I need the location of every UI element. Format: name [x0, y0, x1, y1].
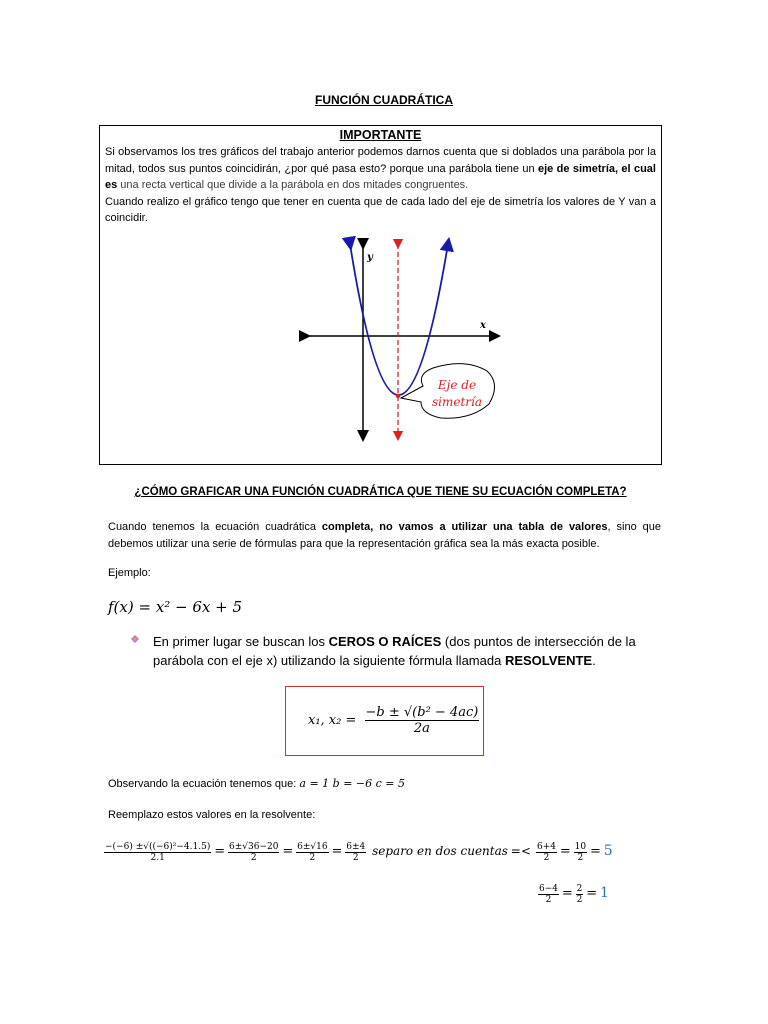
r2-mid-den: 2 [576, 895, 583, 905]
calc-frac-3-den: 2 [309, 853, 316, 863]
calc-frac-2 [228, 842, 279, 863]
calc-frac-1 [104, 842, 211, 863]
formula-fraction [365, 705, 480, 736]
r2-mid-num: 2 [576, 884, 583, 894]
p1-text-a: Si observamos los tres gráficos del trabajo anterior podemos darnos cuenta que si doblados una parábola por la mitad, todos sus puntos coincidirán, ¿por qué pasa esto? porque una parábola tiene un [105, 146, 656, 175]
calc-frac-2-num: 6±√36−20 [228, 842, 279, 852]
callout-text-2: simetría [431, 395, 483, 409]
formula-denominator: 2a [413, 721, 430, 736]
bullet-text-b: (dos puntos de intersección de la parábola con el eje x) utilizando la siguiente fórmula llamada [153, 634, 636, 668]
p1-text-b: , el cual es [105, 162, 656, 191]
formula-lhs: x₁, x₂ = [308, 713, 357, 728]
eq-sign-3: = [331, 844, 343, 859]
callout-text-1: Eje de [437, 378, 477, 392]
coefficients: a = 1 b = −6 c = 5 [299, 777, 406, 790]
root-2: 1 [600, 885, 609, 901]
r1-frac-den: 2 [543, 853, 550, 863]
calc-frac-1-den: 2.1 [150, 853, 165, 863]
r1-mid-frac [574, 842, 587, 863]
formula-numerator: −b ± √(b² − 4ac) [365, 705, 479, 720]
r2-eq-1: = [561, 886, 573, 901]
calc-frac-1-num: −(−6) ±√((−6)²−4.1.5) [105, 842, 211, 852]
calc-frac-4-num: 6±4 [346, 842, 366, 852]
bullet-bold-2: RESOLVENTE [504, 653, 593, 668]
r1-mid-num: 10 [574, 842, 587, 852]
p1-bold: eje de simetría [537, 162, 616, 175]
intro-paragraph [108, 519, 661, 553]
intro-text-b: , sino que debemos utilizar una serie de fórmulas para que la representación gráfica sea la más exacta posible. [108, 521, 662, 550]
x-axis-label: x [480, 320, 486, 331]
example-label: Ejemplo: [108, 567, 151, 579]
important-paragraph-1 [105, 144, 656, 194]
r1-eq-2: = [589, 844, 601, 859]
r2-eq-2: = [586, 886, 598, 901]
calc-result-1 [536, 842, 613, 863]
calc-frac-4 [345, 842, 366, 863]
r1-frac-num: 6+4 [537, 842, 556, 852]
root-1: 5 [603, 843, 613, 859]
eq-sign-2: = [282, 844, 294, 859]
split-sign: =< [510, 844, 531, 858]
p1-text-c: una recta vertical que divide a la parábola en dos mitades congruentes. [120, 179, 469, 191]
calc-frac-2-den: 2 [250, 853, 257, 863]
bullet-icon [130, 634, 140, 644]
eq-sign-1: = [214, 844, 226, 859]
calc-row-1 [104, 842, 531, 863]
function-expression: f(x) = x² − 6x + 5 [108, 598, 243, 616]
intro-text-a: Cuando tenemos la ecuación cuadrática [108, 521, 322, 533]
intro-bold: completa, no vamos a utilizar una tabla de valores [321, 521, 608, 533]
calc-frac-3-num: 6±√16 [297, 842, 328, 852]
resolvente-formula [308, 705, 479, 736]
bullet-text-a: En primer lugar se buscan los [153, 634, 329, 649]
important-text [105, 144, 656, 227]
bullet-text-c: . [592, 653, 596, 668]
r2-frac-den: 2 [545, 895, 552, 905]
r2-frac-num: 6−4 [539, 884, 558, 894]
bullet-text [153, 632, 663, 670]
calc-result-2 [538, 884, 609, 905]
replace-line: Reemplazo estos valores en la resolvente: [108, 809, 316, 821]
parabola-graph [295, 236, 505, 446]
important-paragraph-2: Cuando realizo el gráfico tengo que tener en cuenta que de cada lado del eje de simetría los valores de Y van a coincidir. [105, 195, 656, 224]
observe-text: Observando la ecuación tenemos que: [108, 778, 300, 790]
r1-eq-1: = [559, 844, 571, 859]
r2-frac [538, 884, 559, 905]
resolvente-box [285, 686, 484, 756]
page-title: FUNCIÓN CUADRÁTICA [315, 93, 453, 107]
calc-frac-3 [296, 842, 328, 863]
observe-line [108, 777, 405, 790]
separator-text: separo en dos cuentas [372, 844, 508, 858]
y-axis-label: y [367, 252, 373, 263]
vertex-point [396, 394, 400, 398]
bullet-bold-1: CEROS O RAÍCES [328, 634, 442, 649]
r1-frac [536, 842, 557, 863]
r2-mid-frac [576, 884, 584, 905]
important-heading: IMPORTANTE [339, 128, 422, 142]
calc-frac-4-den: 2 [352, 853, 359, 863]
r1-mid-den: 2 [577, 853, 584, 863]
section-heading: ¿CÓMO GRAFICAR UNA FUNCIÓN CUADRÁTICA QUE TIENE SU ECUACIÓN COMPLETA? [134, 486, 627, 498]
important-box [99, 125, 662, 465]
